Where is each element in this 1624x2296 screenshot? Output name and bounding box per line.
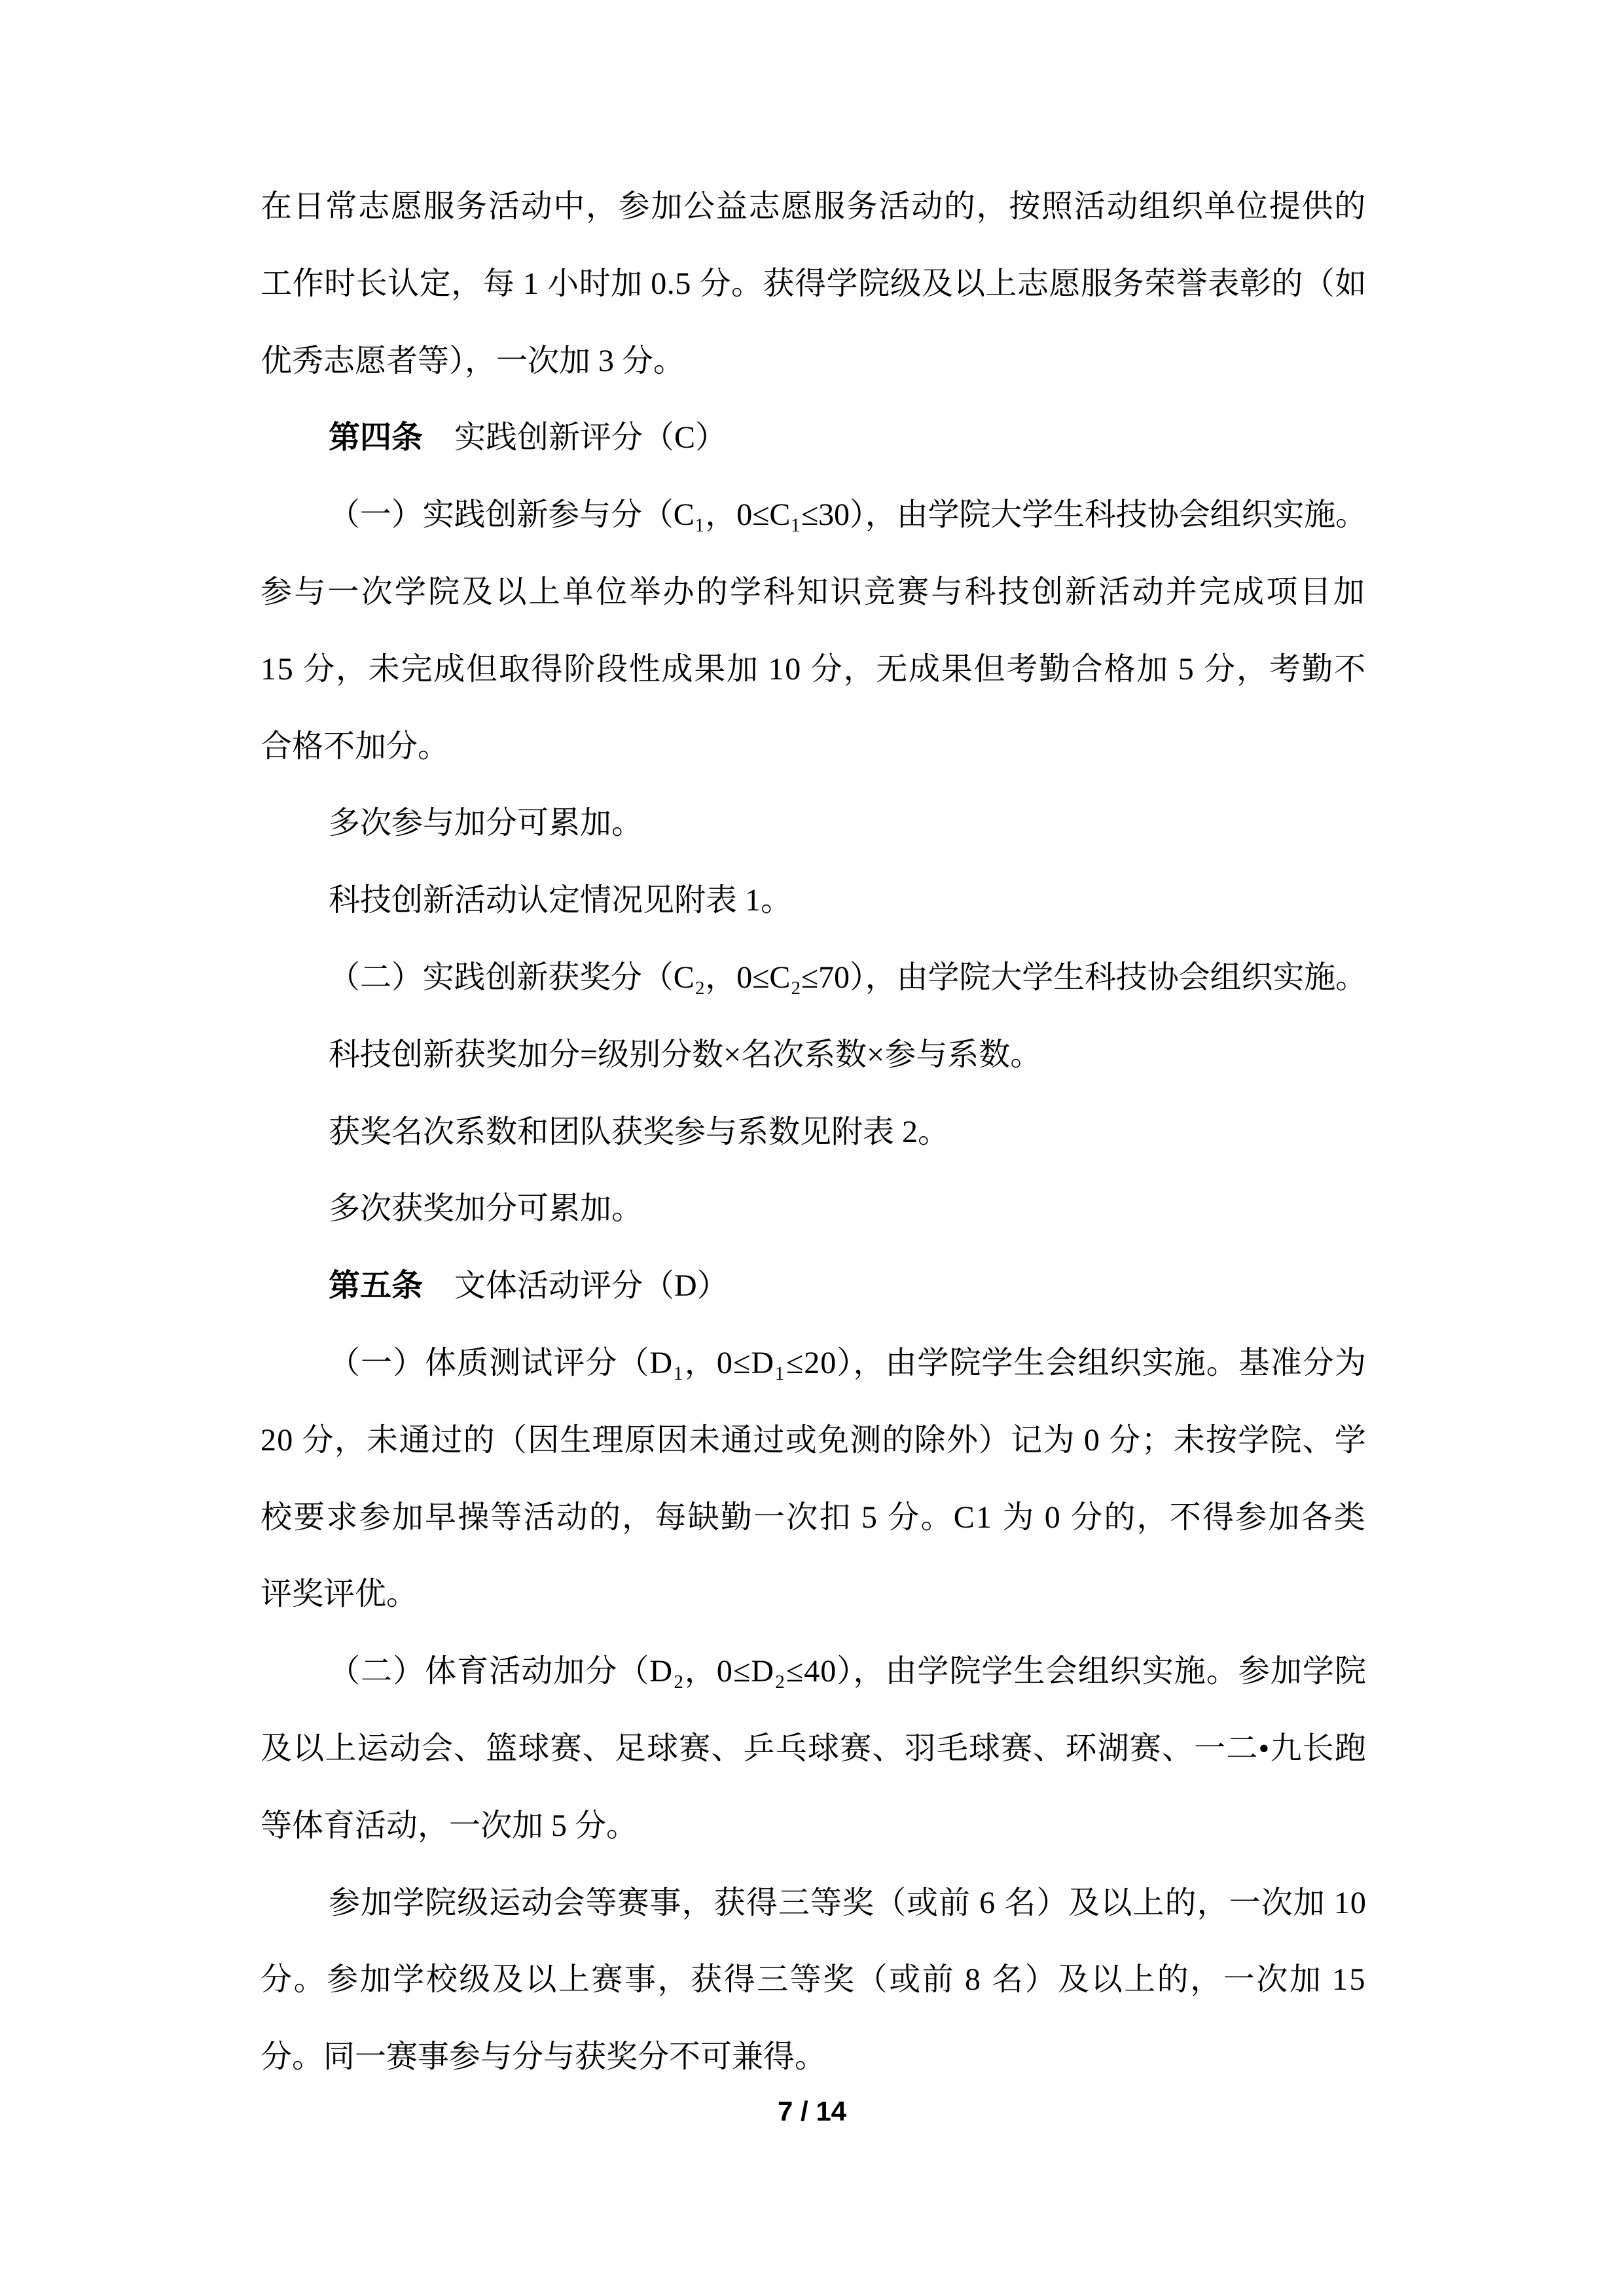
text-segment: 科技创新获奖加分=级别分数×名次系数×参与系数。 (329, 1037, 1042, 1072)
text-line-content (261, 323, 685, 400)
document-text (261, 168, 1367, 2096)
text-line-content (329, 1247, 729, 1325)
text-line-content (329, 1865, 1367, 1942)
text-line (261, 631, 1367, 708)
text-segment: 分。同一赛事参与分与获奖分不可兼得。 (261, 2039, 827, 2075)
text-segment: 在日常志愿服务活动中，参加公益志愿服务活动的，按照活动组织单位提供的 (261, 189, 1367, 224)
text-line (261, 1170, 1367, 1247)
text-line-content (261, 168, 1367, 245)
text-line (261, 1094, 1367, 1171)
text-segment: 等体育活动，一次加 5 分。 (261, 1808, 638, 1843)
text-line-content (261, 1556, 418, 1633)
text-segment: 参加学院级运动会等赛事，获得三等奖（或前 6 名）及以上的，一次加 10 (329, 1885, 1367, 1920)
text-segment: 优秀志愿者等），一次加 3 分。 (261, 343, 685, 378)
text-line-content (261, 1941, 1367, 2018)
text-line (261, 2018, 1367, 2096)
text-line (261, 245, 1367, 323)
text-line (261, 1941, 1367, 2018)
text-line-content (261, 1710, 1367, 1787)
text-line-content (261, 554, 1367, 631)
text-line (261, 168, 1367, 245)
text-line (261, 1556, 1367, 1633)
text-segment: 科技创新活动认定情况见附表 1。 (329, 883, 793, 918)
text-segment: 工作时长认定，每 1 小时加 0.5 分。获得学院级及以上志愿服务荣誉表彰的（如 (261, 266, 1367, 301)
page-number-label: 7 / 14 (777, 2096, 847, 2126)
text-segment: 分。参加学校级及以上赛事，获得三等奖（或前 8 名）及以上的，一次加 15 (261, 1962, 1367, 1998)
text-line (261, 785, 1367, 862)
text-segment: 参与一次学院及以上单位举办的学科知识竞赛与科技创新活动并完成项目加 (261, 574, 1367, 609)
text-line (261, 1633, 1367, 1710)
text-line-content (329, 1016, 1041, 1094)
text-line (261, 1325, 1367, 1402)
text-segment: 文体活动评分（D） (423, 1268, 729, 1304)
text-line-content (261, 1402, 1367, 1479)
text-segment: 合格不加分。 (261, 728, 450, 764)
text-line (261, 862, 1367, 939)
text-segment: 校要求参加早操等活动的，每缺勤一次扣 5 分。C1 为 0 分的，不得参加各类 (261, 1499, 1367, 1535)
text-line (261, 1479, 1367, 1556)
text-line-content (329, 862, 792, 939)
text-segment: 多次参与加分可累加。 (329, 806, 643, 841)
text-line (261, 323, 1367, 400)
text-segment: 评奖评优。 (261, 1577, 418, 1612)
text-line-content (329, 1170, 643, 1247)
text-line-content (261, 631, 1367, 708)
text-segment: （二）实践创新获奖分（C₂，0≤C₂≤70），由学院大学生科技协会组织实施。 (329, 960, 1367, 995)
text-segment: 获奖名次系数和团队获奖参与系数见附表 2。 (329, 1114, 950, 1149)
text-line (261, 1402, 1367, 1479)
text-line (261, 1247, 1367, 1325)
text-line-content (329, 785, 643, 862)
text-segment: 15 分，未完成但取得阶段性成果加 10 分，无成果但考勤合格加 5 分，考勤不 (261, 651, 1367, 687)
text-line-content (329, 1633, 1367, 1710)
text-line (261, 1016, 1367, 1094)
text-line-content (329, 476, 1367, 554)
text-line-content (329, 1094, 949, 1171)
text-line (261, 476, 1367, 554)
page-footer (0, 2092, 1624, 2131)
text-line-content (261, 1479, 1367, 1556)
text-line (261, 554, 1367, 631)
text-line (261, 1865, 1367, 1942)
text-segment: 多次获奖加分可累加。 (329, 1191, 643, 1227)
text-line-content (261, 245, 1367, 323)
text-line-content (329, 399, 727, 476)
text-line (261, 1710, 1367, 1787)
text-segment: 及以上运动会、篮球赛、足球赛、乒乓球赛、羽毛球赛、环湖赛、一二•九长跑 (261, 1731, 1367, 1766)
text-line (261, 1787, 1367, 1865)
text-line (261, 708, 1367, 785)
text-line (261, 939, 1367, 1016)
text-segment: 20 分，未通过的（因生理原因未通过或免测的除外）记为 0 分；未按学院、学 (261, 1422, 1367, 1458)
text-line-content (261, 708, 449, 785)
text-line-content (329, 1325, 1367, 1402)
text-line-content (261, 2018, 826, 2096)
text-segment: （一）实践创新参与分（C₁，0≤C₁≤30），由学院大学生科技协会组织实施。 (329, 497, 1367, 533)
text-segment: （二）体育活动加分（D₂，0≤D₂≤40），由学院学生会组织实施。参加学院 (329, 1654, 1367, 1689)
text-line-content (261, 1787, 638, 1865)
text-segment: （一）体质测试评分（D₁，0≤D₁≤20），由学院学生会组织实施。基准分为 (329, 1345, 1367, 1380)
text-line (261, 399, 1367, 476)
text-segment: 实践创新评分（C） (423, 420, 727, 456)
article-heading: 第四条 (329, 420, 424, 456)
article-heading: 第五条 (329, 1268, 424, 1304)
text-line-content (329, 939, 1367, 1016)
